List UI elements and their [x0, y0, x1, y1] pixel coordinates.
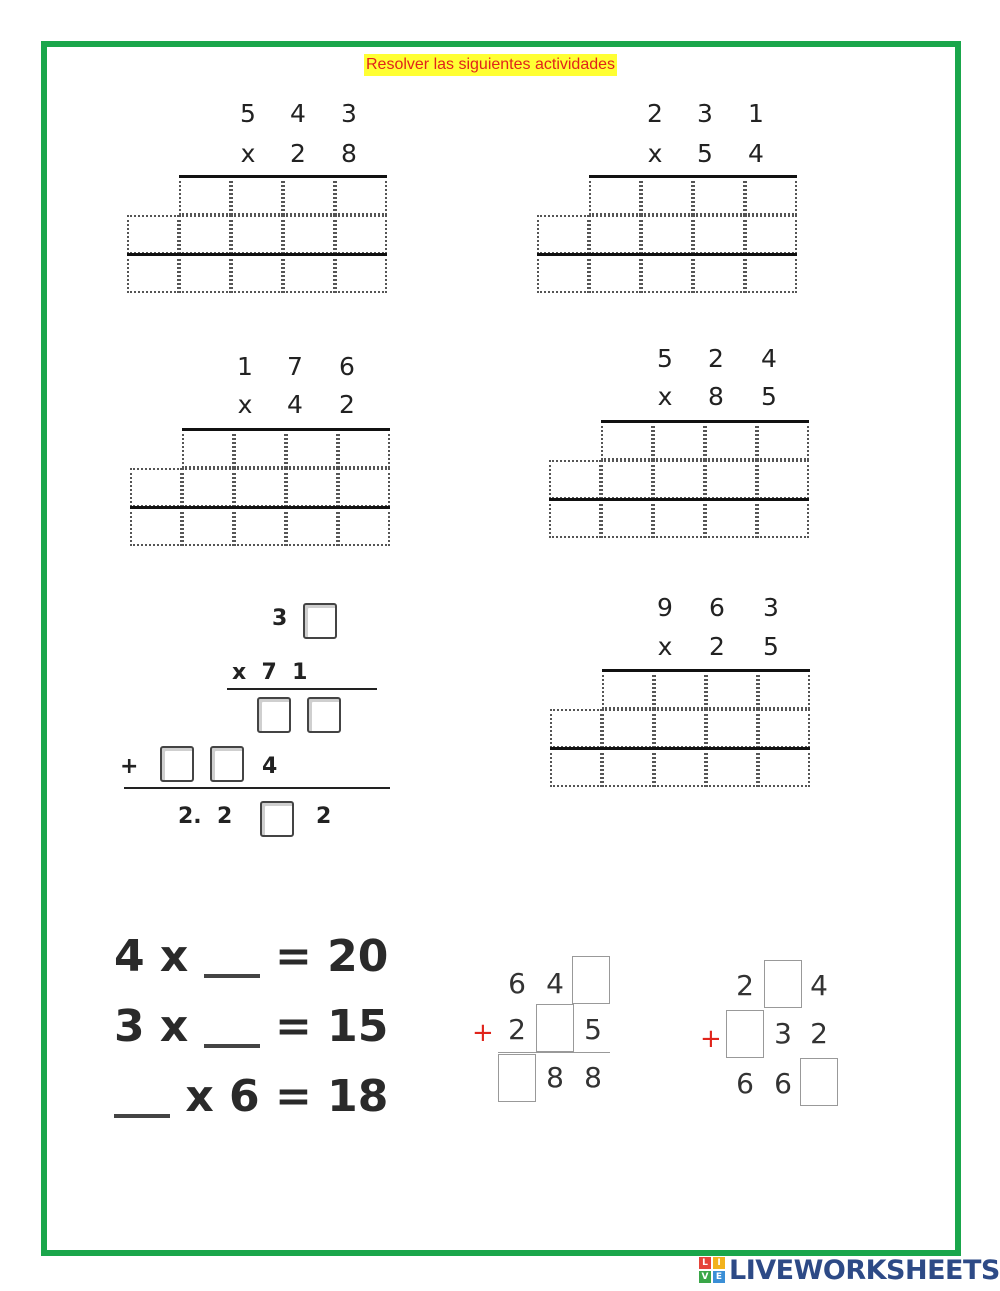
equation-blank[interactable] [204, 934, 260, 978]
equation-row [114, 930, 388, 984]
answer-cell[interactable] [757, 421, 809, 460]
multiplier-digit: 5 [763, 632, 779, 661]
page-title: Resolver las siguientes actividades [364, 54, 617, 76]
answer-cell[interactable] [589, 254, 641, 293]
answer-cell[interactable] [335, 176, 387, 215]
answer-cell[interactable] [231, 254, 283, 293]
answer-cell[interactable] [745, 254, 797, 293]
answer-cell[interactable] [338, 468, 390, 507]
answer-box[interactable] [260, 801, 294, 837]
multiplicand-digit: 3 [697, 99, 713, 128]
digit: 6 [774, 1067, 792, 1100]
multiplicand-digit: 5 [657, 344, 673, 373]
answer-cell[interactable] [589, 176, 641, 215]
sum-line [127, 253, 387, 256]
digit: 6 [508, 967, 526, 1000]
multiplicand-digit: 6 [709, 593, 725, 622]
answer-cell[interactable] [693, 176, 745, 215]
digit: 8 [584, 1061, 602, 1094]
answer-cell[interactable] [602, 709, 654, 748]
multiplicand-digit: 3 [763, 593, 779, 622]
answer-cell[interactable] [601, 499, 653, 538]
digit: 6 [736, 1067, 754, 1100]
multiplier-digit: 5 [761, 382, 777, 411]
answer-cell[interactable] [601, 421, 653, 460]
answer-cell[interactable] [601, 460, 653, 499]
answer-cell[interactable] [234, 507, 286, 546]
multiplicand-digit: 4 [761, 344, 777, 373]
answer-cell[interactable] [705, 421, 757, 460]
logo-letter: E [713, 1271, 725, 1283]
multiplier-digit: x [647, 139, 663, 168]
answer-cell[interactable] [757, 499, 809, 538]
answer-cell[interactable] [550, 748, 602, 787]
equation-left: 3 x [114, 1001, 189, 1052]
answer-cell[interactable] [286, 507, 338, 546]
equation-left: 4 x [114, 931, 189, 982]
answer-cell[interactable] [641, 215, 693, 254]
multiplicand-digit: 3 [341, 99, 357, 128]
multiplier-digit: 8 [708, 382, 724, 411]
answer-cell[interactable] [602, 670, 654, 709]
answer-cell[interactable] [654, 709, 706, 748]
answer-cell[interactable] [602, 748, 654, 787]
puzzle-plus: + [120, 754, 139, 779]
puzzle-line [227, 688, 377, 690]
multiplication-line [179, 175, 387, 178]
multiplier-digit: 4 [748, 139, 764, 168]
answer-cell[interactable] [693, 215, 745, 254]
equation-blank[interactable] [204, 1004, 260, 1048]
multiplier-digit: 2 [709, 632, 725, 661]
sum-line [550, 747, 810, 750]
multiplicand-digit: 5 [240, 99, 256, 128]
equation-right: = 20 [274, 931, 389, 982]
logo-letter: I [713, 1257, 725, 1269]
digit: 2 [508, 1013, 526, 1046]
answer-cell[interactable] [283, 176, 335, 215]
answer-cell[interactable] [705, 499, 757, 538]
answer-box[interactable] [726, 1010, 764, 1058]
equation-right: = 15 [274, 1001, 389, 1052]
equation-row [114, 1000, 388, 1054]
multiplication-line [602, 669, 810, 672]
answer-cell[interactable] [234, 468, 286, 507]
answer-box[interactable] [764, 960, 802, 1008]
answer-box[interactable] [257, 697, 291, 733]
puzzle-top-digit: 3 [272, 606, 288, 631]
answer-cell[interactable] [693, 254, 745, 293]
answer-cell[interactable] [234, 429, 286, 468]
answer-cell[interactable] [338, 429, 390, 468]
sum-line [537, 253, 797, 256]
digit: 5 [584, 1013, 602, 1046]
answer-box[interactable] [307, 697, 341, 733]
answer-cell[interactable] [549, 460, 601, 499]
answer-cell[interactable] [745, 176, 797, 215]
answer-cell[interactable] [653, 421, 705, 460]
liveworksheets-logo [699, 1255, 1000, 1285]
answer-box[interactable] [160, 746, 194, 782]
answer-cell[interactable] [550, 709, 602, 748]
answer-cell[interactable] [537, 254, 589, 293]
answer-cell[interactable] [338, 507, 390, 546]
answer-cell[interactable] [283, 215, 335, 254]
answer-cell[interactable] [335, 254, 387, 293]
answer-cell[interactable] [745, 215, 797, 254]
puzzle-partial-digit: 4 [262, 754, 278, 779]
multiplicand-digit: 1 [748, 99, 764, 128]
multiplicand-digit: 9 [657, 593, 673, 622]
digit: 4 [810, 969, 828, 1002]
answer-cell[interactable] [654, 748, 706, 787]
answer-cell[interactable] [758, 670, 810, 709]
answer-cell[interactable] [549, 499, 601, 538]
sum-line [549, 498, 809, 501]
answer-cell[interactable] [130, 507, 182, 546]
multiplicand-digit: 2 [708, 344, 724, 373]
answer-cell[interactable] [286, 429, 338, 468]
multiplier-digit: x [657, 382, 673, 411]
equation-row [114, 1070, 388, 1124]
answer-cell[interactable] [179, 215, 231, 254]
answer-cell[interactable] [758, 748, 810, 787]
equation-right: x 6 = 18 [185, 1071, 389, 1122]
equation-blank[interactable] [114, 1074, 170, 1118]
answer-cell[interactable] [653, 460, 705, 499]
answer-cell[interactable] [641, 254, 693, 293]
answer-cell[interactable] [706, 748, 758, 787]
multiplicand-digit: 2 [647, 99, 663, 128]
multiplicand-digit: 4 [290, 99, 306, 128]
answer-cell[interactable] [182, 468, 234, 507]
answer-box[interactable] [800, 1058, 838, 1106]
plus-sign: + [472, 1018, 494, 1048]
answer-cell[interactable] [706, 709, 758, 748]
answer-cell[interactable] [283, 254, 335, 293]
answer-cell[interactable] [757, 460, 809, 499]
answer-cell[interactable] [589, 215, 641, 254]
answer-cell[interactable] [179, 254, 231, 293]
multiplication-line [601, 420, 809, 423]
sum-line [498, 1052, 610, 1053]
logo-letter: V [699, 1271, 711, 1283]
digit: 2 [736, 969, 754, 1002]
logo-letter: L [699, 1257, 711, 1269]
plus-sign: + [700, 1024, 722, 1054]
answer-cell[interactable] [537, 215, 589, 254]
multiplier-digit: x [240, 139, 256, 168]
puzzle-line [124, 787, 390, 789]
multiplier-digit: 5 [697, 139, 713, 168]
answer-cell[interactable] [231, 215, 283, 254]
answer-cell[interactable] [127, 215, 179, 254]
puzzle-multiplier: x 7 1 [232, 660, 308, 685]
answer-cell[interactable] [231, 176, 283, 215]
answer-box[interactable] [498, 1054, 536, 1102]
answer-box[interactable] [210, 746, 244, 782]
answer-cell[interactable] [335, 215, 387, 254]
answer-box[interactable] [572, 956, 610, 1004]
answer-cell[interactable] [182, 507, 234, 546]
answer-cell[interactable] [653, 499, 705, 538]
answer-cell[interactable] [758, 709, 810, 748]
multiplier-digit: 8 [341, 139, 357, 168]
puzzle-result-prefix: 2. 2 [178, 804, 233, 829]
answer-cell[interactable] [706, 670, 758, 709]
digit: 4 [546, 967, 564, 1000]
sum-line [130, 506, 390, 509]
multiplier-digit: 2 [290, 139, 306, 168]
multiplier-digit: 4 [287, 390, 303, 419]
answer-cell[interactable] [654, 670, 706, 709]
puzzle-result-suffix: 2 [316, 804, 332, 829]
digit: 2 [810, 1017, 828, 1050]
answer-cell[interactable] [286, 468, 338, 507]
answer-cell[interactable] [705, 460, 757, 499]
answer-box[interactable] [303, 603, 337, 639]
multiplicand-digit: 7 [287, 352, 303, 381]
answer-box[interactable] [536, 1004, 574, 1052]
answer-cell[interactable] [182, 429, 234, 468]
multiplier-digit: x [657, 632, 673, 661]
digit: 8 [546, 1061, 564, 1094]
multiplication-line [589, 175, 797, 178]
answer-cell[interactable] [130, 468, 182, 507]
answer-cell[interactable] [641, 176, 693, 215]
multiplicand-digit: 6 [339, 352, 355, 381]
answer-cell[interactable] [179, 176, 231, 215]
multiplication-line [182, 428, 390, 431]
multiplier-digit: 2 [339, 390, 355, 419]
logo-mark-icon [699, 1257, 725, 1283]
multiplicand-digit: 1 [237, 352, 253, 381]
digit: 3 [774, 1017, 792, 1050]
multiplier-digit: x [237, 390, 253, 419]
logo-text: LIVEWORKSHEETS [729, 1254, 1000, 1286]
answer-cell[interactable] [127, 254, 179, 293]
